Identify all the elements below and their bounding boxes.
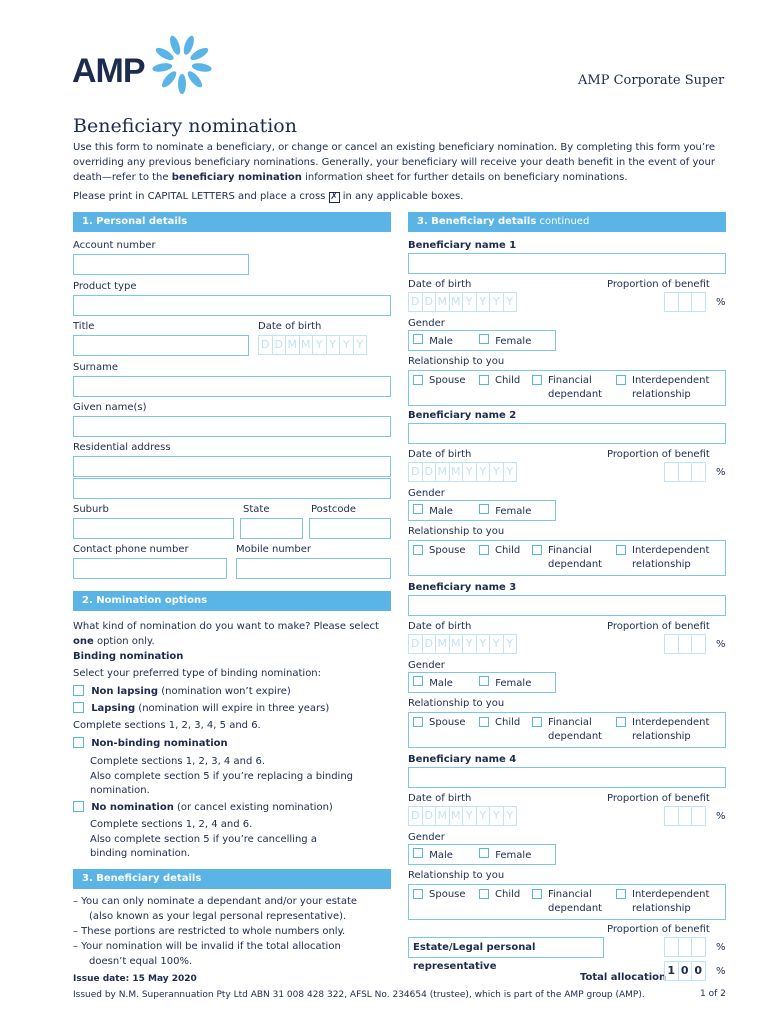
- dob-input[interactable]: D D M M Y Y Y Y: [258, 335, 366, 355]
- beneficiary-1-name-label: Beneficiary name 1: [408, 240, 517, 251]
- beneficiary-3-proportion-input[interactable]: [664, 634, 705, 654]
- male-checkbox[interactable]: [413, 676, 423, 686]
- account-number-label: Account number: [73, 240, 156, 251]
- postcode-input[interactable]: [309, 518, 391, 539]
- beneficiary-2-male-option[interactable]: [413, 504, 453, 517]
- title-label: Title: [73, 321, 95, 332]
- female-checkbox[interactable]: [479, 504, 489, 514]
- male-checkbox[interactable]: [413, 334, 423, 344]
- beneficiary-1-proportion-input[interactable]: [664, 292, 705, 312]
- beneficiary-1-dob-input[interactable]: D D M M Y Y Y Y: [408, 292, 516, 312]
- financial-dependant-checkbox[interactable]: [532, 717, 542, 727]
- postcode-label: Postcode: [311, 504, 357, 515]
- nomination-question: What kind of nomination do you want to make? Please select one option only.: [73, 621, 379, 647]
- beneficiary-2-name-label: Beneficiary name 2: [408, 410, 517, 421]
- beneficiary-2-relationship-label: Relationship to you: [408, 526, 505, 537]
- print-instructions: Please print in CAPITAL LETTERS and place a cross ✗ in any applicable boxes.: [73, 191, 464, 202]
- beneficiary-2-female-option[interactable]: [479, 504, 531, 517]
- issue-date: Issue date: 15 May 2020: [73, 974, 197, 984]
- female-label: Female: [495, 678, 532, 689]
- issued-by: Issued by N.M. Superannuation Pty Ltd ABN 31 008 428 322, AFSL No. 234654 (trustee), which is part of the AMP group (AMP).: [73, 990, 645, 1000]
- surname-label: Surname: [73, 362, 118, 373]
- binding-heading: Binding nomination: [73, 651, 184, 662]
- financial-dependant-checkbox[interactable]: [532, 375, 542, 385]
- estate-proportion-label: Proportion of benefit: [607, 924, 710, 935]
- beneficiary-4-name-label: Beneficiary name 4: [408, 754, 517, 765]
- beneficiary-3-dob-label: Date of birth: [408, 621, 472, 632]
- mobile-number-label: Mobile number: [236, 544, 312, 555]
- child-checkbox[interactable]: [479, 717, 489, 727]
- spouse-checkbox[interactable]: [413, 889, 423, 899]
- spouse-label: Spouse: [429, 889, 466, 900]
- beneficiary-1-proportion-label: Proportion of benefit: [607, 279, 710, 290]
- financial-dependant-label: Financial dependant: [548, 717, 603, 742]
- non-lapsing-option[interactable]: Non lapsing (nomination won’t expire): [73, 685, 291, 697]
- contact-phone-input[interactable]: [73, 558, 227, 579]
- state-input[interactable]: [240, 518, 303, 539]
- spouse-checkbox[interactable]: [413, 375, 423, 385]
- interdependent-checkbox[interactable]: [616, 717, 626, 727]
- non-binding-checkbox[interactable]: [73, 737, 84, 748]
- spouse-label: Spouse: [429, 375, 466, 386]
- suburb-label: Suburb: [73, 504, 109, 515]
- section1-heading: 1. Personal details: [73, 212, 391, 232]
- beneficiary-4-proportion-input[interactable]: [664, 806, 705, 826]
- amp-logo-text: AMP: [72, 52, 145, 90]
- amp-logo-icon: [150, 34, 214, 94]
- female-label: Female: [495, 336, 532, 347]
- page-title: Beneficiary nomination: [73, 115, 297, 137]
- interdependent-label: Interdependent relationship: [632, 717, 710, 742]
- surname-input[interactable]: [73, 376, 391, 397]
- beneficiary-4-gender-label: Gender: [408, 832, 445, 843]
- product-type-label: Product type: [73, 281, 137, 292]
- beneficiary-2-name-input[interactable]: [408, 423, 726, 444]
- interdependent-checkbox[interactable]: [616, 889, 626, 899]
- female-checkbox[interactable]: [479, 334, 489, 344]
- no-nomination-text: Complete sections 1, 2, 4 and 6. Also complete section 5 if you’re cancelling a binding nomination.: [90, 819, 317, 859]
- section3-notes: – You can only nominate a dependant and/or your estate (also known as your legal personal representative). – These portions are restricted to whole numbers only. – Your nomination will be invalid if the total allocation doesn’t equal 100%.: [73, 896, 358, 967]
- financial-dependant-label: Financial dependant: [548, 889, 603, 914]
- mobile-number-input[interactable]: [236, 558, 391, 579]
- intro-text: Use this form to nominate a beneficiary, or change or cancel an existing beneficiary nomination. By completing this form you’re overriding any previous beneficiary nominations. Generally, your beneficiary will receive your death benefit in the event of your death—refer to the beneficiary nomination information sheet for further details on beneficiary nominations.: [73, 142, 716, 183]
- male-checkbox[interactable]: [413, 848, 423, 858]
- male-label: Male: [429, 678, 453, 689]
- beneficiary-1-relationship-label: Relationship to you: [408, 356, 505, 367]
- beneficiary-4-percent-sign: %: [716, 811, 726, 822]
- account-number-input[interactable]: [73, 254, 249, 275]
- product-type-input[interactable]: [73, 295, 391, 316]
- child-checkbox[interactable]: [479, 889, 489, 899]
- address-line2-input[interactable]: [73, 478, 391, 499]
- lapsing-checkbox[interactable]: [73, 702, 84, 713]
- financial-dependant-checkbox[interactable]: [532, 889, 542, 899]
- beneficiary-2-dob-label: Date of birth: [408, 449, 472, 460]
- binding-complete-text: Complete sections 1, 2, 3, 4, 5 and 6.: [73, 720, 261, 731]
- no-nomination-checkbox[interactable]: [73, 801, 84, 812]
- dob-label: Date of birth: [258, 321, 322, 332]
- state-label: State: [243, 504, 270, 515]
- male-label: Male: [429, 336, 453, 347]
- beneficiary-1-name-input[interactable]: [408, 253, 726, 274]
- child-checkbox[interactable]: [479, 375, 489, 385]
- beneficiary-3-name-label: Beneficiary name 3: [408, 582, 517, 593]
- spouse-checkbox[interactable]: [413, 545, 423, 555]
- beneficiary-2-percent-sign: %: [716, 467, 726, 478]
- beneficiary-1-percent-sign: %: [716, 297, 726, 308]
- beneficiary-3-gender-label: Gender: [408, 660, 445, 671]
- total-percent-sign: %: [716, 966, 726, 977]
- beneficiary-3-dob-input[interactable]: D D M M Y Y Y Y: [408, 634, 516, 654]
- beneficiary-3-name-input[interactable]: [408, 595, 726, 616]
- beneficiary-4-relationship-label: Relationship to you: [408, 870, 505, 881]
- interdependent-checkbox[interactable]: [616, 545, 626, 555]
- interdependent-label: Interdependent relationship: [632, 545, 710, 570]
- beneficiary-4-male-option[interactable]: [413, 848, 453, 861]
- beneficiary-3-female-option[interactable]: [479, 676, 531, 689]
- male-checkbox[interactable]: [413, 504, 423, 514]
- page-number: 1 of 2: [700, 989, 726, 999]
- address-line1-input[interactable]: [73, 456, 391, 477]
- interdependent-label: Interdependent relationship: [632, 375, 710, 400]
- financial-dependant-label: Financial dependant: [548, 545, 603, 570]
- beneficiary-3-relationship-label: Relationship to you: [408, 698, 505, 709]
- section3-heading: 3. Beneficiary details: [73, 869, 391, 889]
- financial-dependant-checkbox[interactable]: [532, 545, 542, 555]
- beneficiary-2-proportion-input[interactable]: [664, 462, 705, 482]
- interdependent-checkbox[interactable]: [616, 375, 626, 385]
- non-binding-text: Complete sections 1, 2, 3, 4 and 6. Also complete section 5 if you’re replacing a binding nomination.: [90, 756, 354, 796]
- beneficiary-4-name-input[interactable]: [408, 767, 726, 788]
- beneficiary-4-proportion-label: Proportion of benefit: [607, 793, 710, 804]
- no-nomination-option[interactable]: No nomination (or cancel existing nomination): [73, 801, 333, 813]
- spouse-checkbox[interactable]: [413, 717, 423, 727]
- estate-percent-sign: %: [716, 942, 726, 953]
- beneficiary-4-dob-label: Date of birth: [408, 793, 472, 804]
- beneficiary-4-female-option[interactable]: [479, 848, 531, 861]
- residential-address-label: Residential address: [73, 442, 171, 453]
- estate-label: Estate/Legal personal representative: [408, 937, 604, 958]
- male-label: Male: [429, 506, 453, 517]
- cross-example-icon: ✗: [330, 192, 338, 202]
- title-input[interactable]: [73, 335, 249, 356]
- lapsing-option[interactable]: Lapsing (nomination will expire in three years): [73, 702, 329, 714]
- male-label: Male: [429, 850, 453, 861]
- given-names-label: Given name(s): [73, 402, 147, 413]
- total-digit: 0: [691, 961, 706, 981]
- total-allocation-label: Total allocation: [580, 972, 667, 983]
- contact-phone-label: Contact phone number: [73, 544, 189, 555]
- suburb-input[interactable]: [73, 518, 234, 539]
- interdependent-label: Interdependent relationship: [632, 889, 710, 914]
- product-name: AMP Corporate Super: [578, 73, 725, 88]
- estate-proportion-input[interactable]: [664, 937, 705, 957]
- binding-select-text: Select your preferred type of binding nomination:: [73, 668, 322, 679]
- beneficiary-3-proportion-label: Proportion of benefit: [607, 621, 710, 632]
- beneficiary-2-gender-label: Gender: [408, 488, 445, 499]
- non-binding-option[interactable]: Non-binding nomination: [73, 737, 228, 749]
- female-label: Female: [495, 506, 532, 517]
- financial-dependant-label: Financial dependant: [548, 375, 603, 400]
- non-lapsing-checkbox[interactable]: [73, 685, 84, 696]
- beneficiary-4-dob-input[interactable]: D D M M Y Y Y Y: [408, 806, 516, 826]
- female-checkbox[interactable]: [479, 676, 489, 686]
- given-names-input[interactable]: [73, 416, 391, 437]
- child-label: Child: [495, 889, 521, 900]
- beneficiary-3-percent-sign: %: [716, 639, 726, 650]
- total-digit: 1: [664, 961, 679, 981]
- beneficiary-3-male-option[interactable]: [413, 676, 453, 689]
- beneficiary-2-dob-input[interactable]: D D M M Y Y Y Y: [408, 462, 516, 482]
- beneficiary-1-dob-label: Date of birth: [408, 279, 472, 290]
- female-label: Female: [495, 850, 532, 861]
- child-checkbox[interactable]: [479, 545, 489, 555]
- beneficiary-1-gender-label: Gender: [408, 318, 445, 329]
- spouse-label: Spouse: [429, 717, 466, 728]
- beneficiary-1-female-option[interactable]: [479, 334, 531, 347]
- total-allocation-input: [664, 961, 705, 981]
- spouse-label: Spouse: [429, 545, 466, 556]
- section3-continued-heading: 3. Beneficiary details continued: [408, 212, 726, 232]
- child-label: Child: [495, 717, 521, 728]
- child-label: Child: [495, 375, 521, 386]
- beneficiary-2-proportion-label: Proportion of benefit: [607, 449, 710, 460]
- section2-heading: 2. Nomination options: [73, 591, 391, 611]
- beneficiary-1-male-option[interactable]: [413, 334, 453, 347]
- total-digit: 0: [678, 961, 693, 981]
- child-label: Child: [495, 545, 521, 556]
- female-checkbox[interactable]: [479, 848, 489, 858]
